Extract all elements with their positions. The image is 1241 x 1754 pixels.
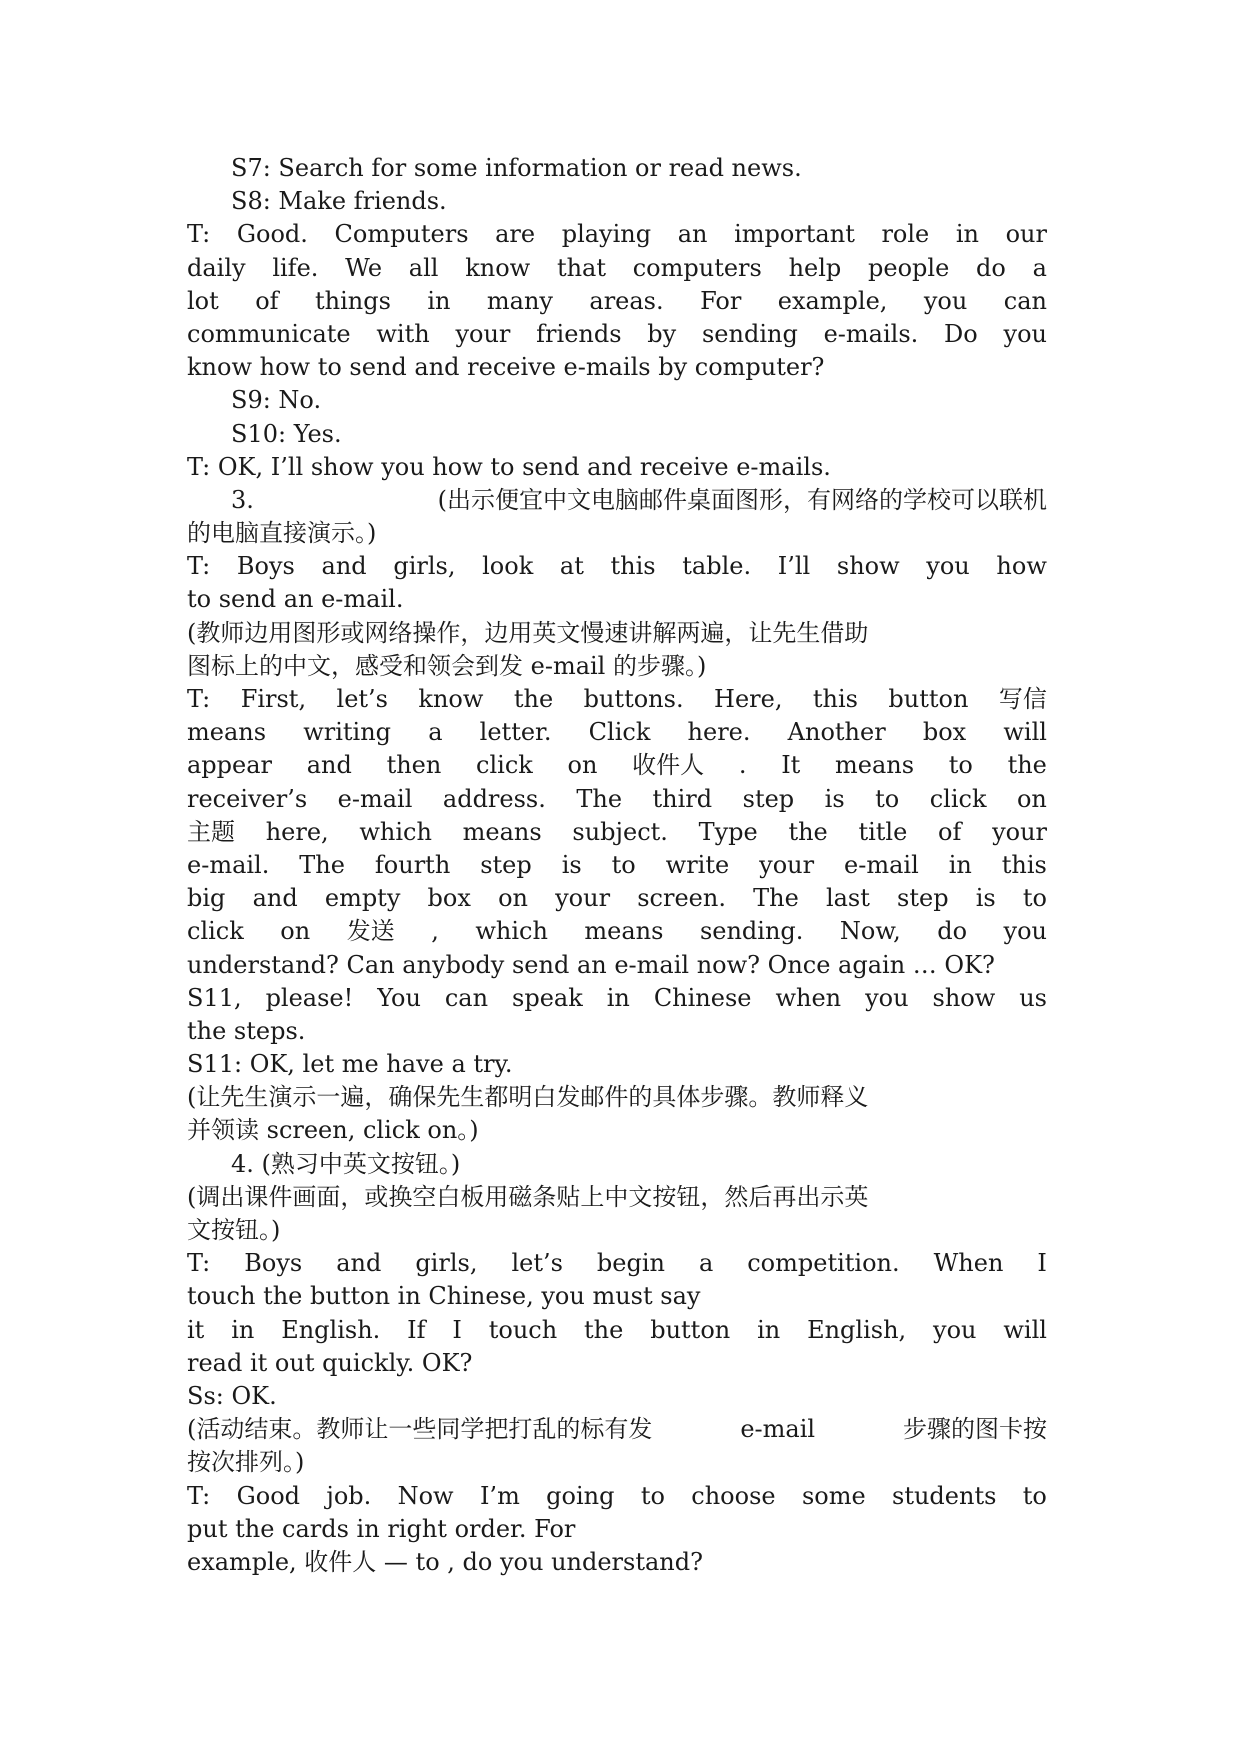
word: is [561,850,582,879]
text-line [187,318,1047,351]
word: this [1001,850,1047,879]
word: third [652,784,713,813]
word: 发送 [346,917,395,946]
text-line: (让先生演示一遍，确保先生都明白发邮件的具体步骤。教师释义 [187,1083,869,1112]
word: 步骤的图卡按 [902,1415,1047,1444]
word: on [280,917,311,946]
word: letter. [479,718,552,747]
word: to [1022,1481,1047,1510]
text-line [187,550,1047,583]
word: is [975,884,996,913]
text-line [187,1413,1047,1446]
word: The [753,884,799,913]
word: write [665,850,730,879]
word: table. [682,552,752,581]
text-line [187,783,1047,816]
word: show [932,983,996,1012]
word: e-mail [844,850,919,879]
word: 主题 [187,817,235,846]
word: people [868,253,950,282]
word: on [498,884,528,913]
word: T: [187,1249,211,1278]
word: Click [588,718,651,747]
text-line [187,849,1047,882]
word: and [321,552,367,581]
word: a [1032,253,1047,282]
text-line: Ss: OK. [187,1381,277,1410]
text-line: 图标上的中文，感受和领会到发 e-mail 的步骤。) [187,651,707,680]
text-line: to send an e-mail. [187,585,404,614]
word: button [650,1315,731,1344]
word: an [677,220,708,249]
text-line: read it out quickly. OK? [187,1348,473,1377]
word: Computers [334,220,469,249]
word: I [452,1315,462,1344]
word: , [431,917,439,946]
word: that [556,253,606,282]
word: of [938,817,962,846]
word: e-mail [740,1415,816,1444]
word: English, [807,1315,907,1344]
text-line: example, 收件人 — to , do you understand? [187,1547,703,1576]
word: is [824,784,845,813]
word: 收件人 [632,751,705,780]
word: important [734,220,855,249]
word: girls, [393,552,456,581]
text-line [187,1247,1047,1280]
word: of [255,286,279,315]
word: role [881,220,930,249]
word: empty [324,884,401,913]
word: T: [187,552,211,581]
word: friends [536,319,622,348]
text-line: put the cards in right order. For [187,1514,576,1543]
word: S11, [187,983,242,1012]
word: speak [512,983,583,1012]
word: e-mail. [187,850,270,879]
word: are [495,220,536,249]
word: means [835,751,915,780]
word: T: [187,685,211,713]
word: the [788,817,828,846]
word: some [801,1481,866,1510]
word: box [427,884,471,913]
text-line: the steps. [187,1016,306,1045]
text-line: touch the button in Chinese, you must say [187,1282,701,1311]
text-line [187,816,1047,849]
text-line: S7: Search for some information or read news. [231,154,802,182]
word: to [875,784,900,813]
word: Now, [839,917,901,946]
word: do [976,253,1006,282]
word: I [1037,1249,1047,1278]
word: to [948,751,973,780]
word: when [775,983,842,1012]
word: step [897,884,949,913]
text-line: S10: Yes. [231,419,342,448]
word: things [314,286,391,315]
word: (出示便宜中文电脑邮件桌面图形，有网络的学校可以联机 [437,485,1047,514]
word: you [923,286,968,315]
text-line [187,915,1047,948]
word: step [742,784,795,813]
word: in [955,220,979,249]
word: you [926,552,970,581]
text-line: understand? Can anybody send an e-mail now? Once again … OK? [187,950,995,979]
word: T: [187,220,211,249]
word: For [700,286,742,315]
text-line [187,252,1047,285]
word: We [345,253,383,282]
word: going [546,1481,615,1510]
word: your [992,817,1047,846]
word: job. [326,1481,372,1510]
word: and [306,751,352,780]
word: English. [281,1315,381,1344]
word: receiver’s [187,784,308,813]
word: Chinese [653,983,752,1012]
text-line [187,1480,1047,1513]
word: will [1003,1315,1047,1344]
text-line: 并领读 screen, click on。) [187,1116,479,1145]
word: choose [691,1481,776,1510]
text-line: S11: OK, let me have a try. [187,1050,513,1079]
word: I’ll [777,552,811,581]
word: you [1003,319,1047,348]
word: a [428,718,443,747]
word: The [299,850,345,879]
word: to [1022,884,1047,913]
word: sending [701,319,798,348]
word: 写信 [998,685,1047,713]
word: let’s [511,1249,563,1278]
word: appear [187,751,273,780]
word: screen. [637,884,726,913]
word: by [647,319,677,348]
word: last [825,884,870,913]
word: address. [442,784,546,813]
word: computers [632,253,762,282]
word: When [933,1249,1004,1278]
word: areas. [589,286,664,315]
word: means [462,817,542,846]
word: on [1016,784,1047,813]
word: know [418,685,484,713]
text-line: (调出课件画面，或换空白板用磁条贴上中文按钮，然后再出示英 [187,1182,869,1211]
word: can [1003,286,1047,315]
word: to [611,850,636,879]
word: click [929,784,987,813]
word: means [584,917,664,946]
word: help [788,253,842,282]
text-line [187,982,1047,1015]
word: big [187,884,226,913]
document-body [187,152,1047,1579]
word: the [1007,751,1047,780]
word: which [359,817,432,846]
text-line [187,749,1047,782]
word: you [865,983,909,1012]
word: will [1003,718,1047,747]
word: title [858,817,908,846]
word: communicate [187,319,351,348]
word: do [937,917,968,946]
word: here. [687,718,751,747]
word: Another [787,718,886,747]
word: this [610,552,656,581]
word: step [480,850,532,879]
word: begin [596,1249,665,1278]
word: you [933,1315,977,1344]
word: it [187,1315,205,1344]
word: all [408,253,439,282]
word: our [1005,220,1047,249]
text-line: T: OK, I’ll show you how to send and receive e-mails. [187,452,831,481]
word: let’s [336,685,388,713]
word: Type [698,817,758,846]
text-line [187,484,1047,517]
word: on [567,751,598,780]
word: which [475,917,548,946]
text-line: 4. (熟习中英文按钮。) [231,1149,461,1178]
word: please! [265,983,354,1012]
word: Boys [244,1249,303,1278]
word: to [640,1481,665,1510]
word: and [252,884,298,913]
word: life. [272,253,319,282]
text-line [187,716,1047,749]
word: Boys [236,552,295,581]
word: your [455,319,511,348]
word: then [386,751,442,780]
word: e-mail [337,784,413,813]
word: e-mails. [823,319,919,348]
word: students [892,1481,997,1510]
text-line: know how to send and receive e-mails by computer? [187,353,825,382]
word: (活动结束。教师让一些同学把打乱的标有发 [187,1415,653,1444]
text-line: S9: No. [231,386,322,415]
word: click [476,751,533,780]
word: T: [187,1481,211,1510]
word: 3. [231,485,254,514]
word: look [482,552,534,581]
word: many [486,286,553,315]
word: how [996,552,1047,581]
word: . [738,751,747,780]
word: the [513,685,554,713]
word: Now [397,1481,454,1510]
word: It [781,751,801,780]
word: Do [944,319,978,348]
word: here, [265,817,329,846]
text-line: 文按钮。) [187,1216,281,1244]
word: you [1003,917,1047,946]
word: sending. [699,917,804,946]
text-line: 按次排列。) [187,1448,305,1477]
word: Good. [236,220,308,249]
word: Here, [714,685,783,713]
word: know [465,253,531,282]
word: First, [240,685,307,713]
word: touch [488,1315,558,1344]
word: in [948,850,972,879]
word: button [888,685,969,713]
word: click [187,917,244,946]
text-line [187,882,1047,915]
word: in [427,286,451,315]
word: fourth [374,850,451,879]
word: subject. [572,817,668,846]
word: competition. [747,1249,900,1278]
word: your [759,850,815,879]
word: this [812,685,858,713]
word: a [698,1249,714,1278]
word: lot [187,286,219,315]
word: can [444,983,489,1012]
word: box [922,718,967,747]
word: girls, [415,1249,478,1278]
word: You [377,983,421,1012]
word: in [231,1315,255,1344]
word: buttons. [583,685,684,713]
text-line [187,218,1047,251]
word: with [376,319,430,348]
word: the [584,1315,624,1344]
word: us [1019,983,1047,1012]
word: playing [561,220,652,249]
word: at [559,552,584,581]
word: means [187,718,267,747]
text-line: (教师边用图形或网络操作，边用英文慢速讲解两遍，让先生借助 [187,618,869,647]
text-line [187,285,1047,318]
word: and [336,1249,382,1278]
word: writing [303,718,392,747]
word: Good [236,1481,301,1510]
word: If [407,1315,426,1344]
text-line [187,683,1047,716]
word: I’m [479,1481,520,1510]
word: show [836,552,900,581]
text-line [187,1314,1047,1347]
word: in [757,1315,781,1344]
word: your [555,884,611,913]
word: The [576,784,623,813]
word: daily [187,253,246,282]
text-line: 的电脑直接演示。) [187,519,377,548]
text-line: S8: Make friends. [231,187,447,216]
word: example, [777,286,888,315]
word: in [606,983,630,1012]
